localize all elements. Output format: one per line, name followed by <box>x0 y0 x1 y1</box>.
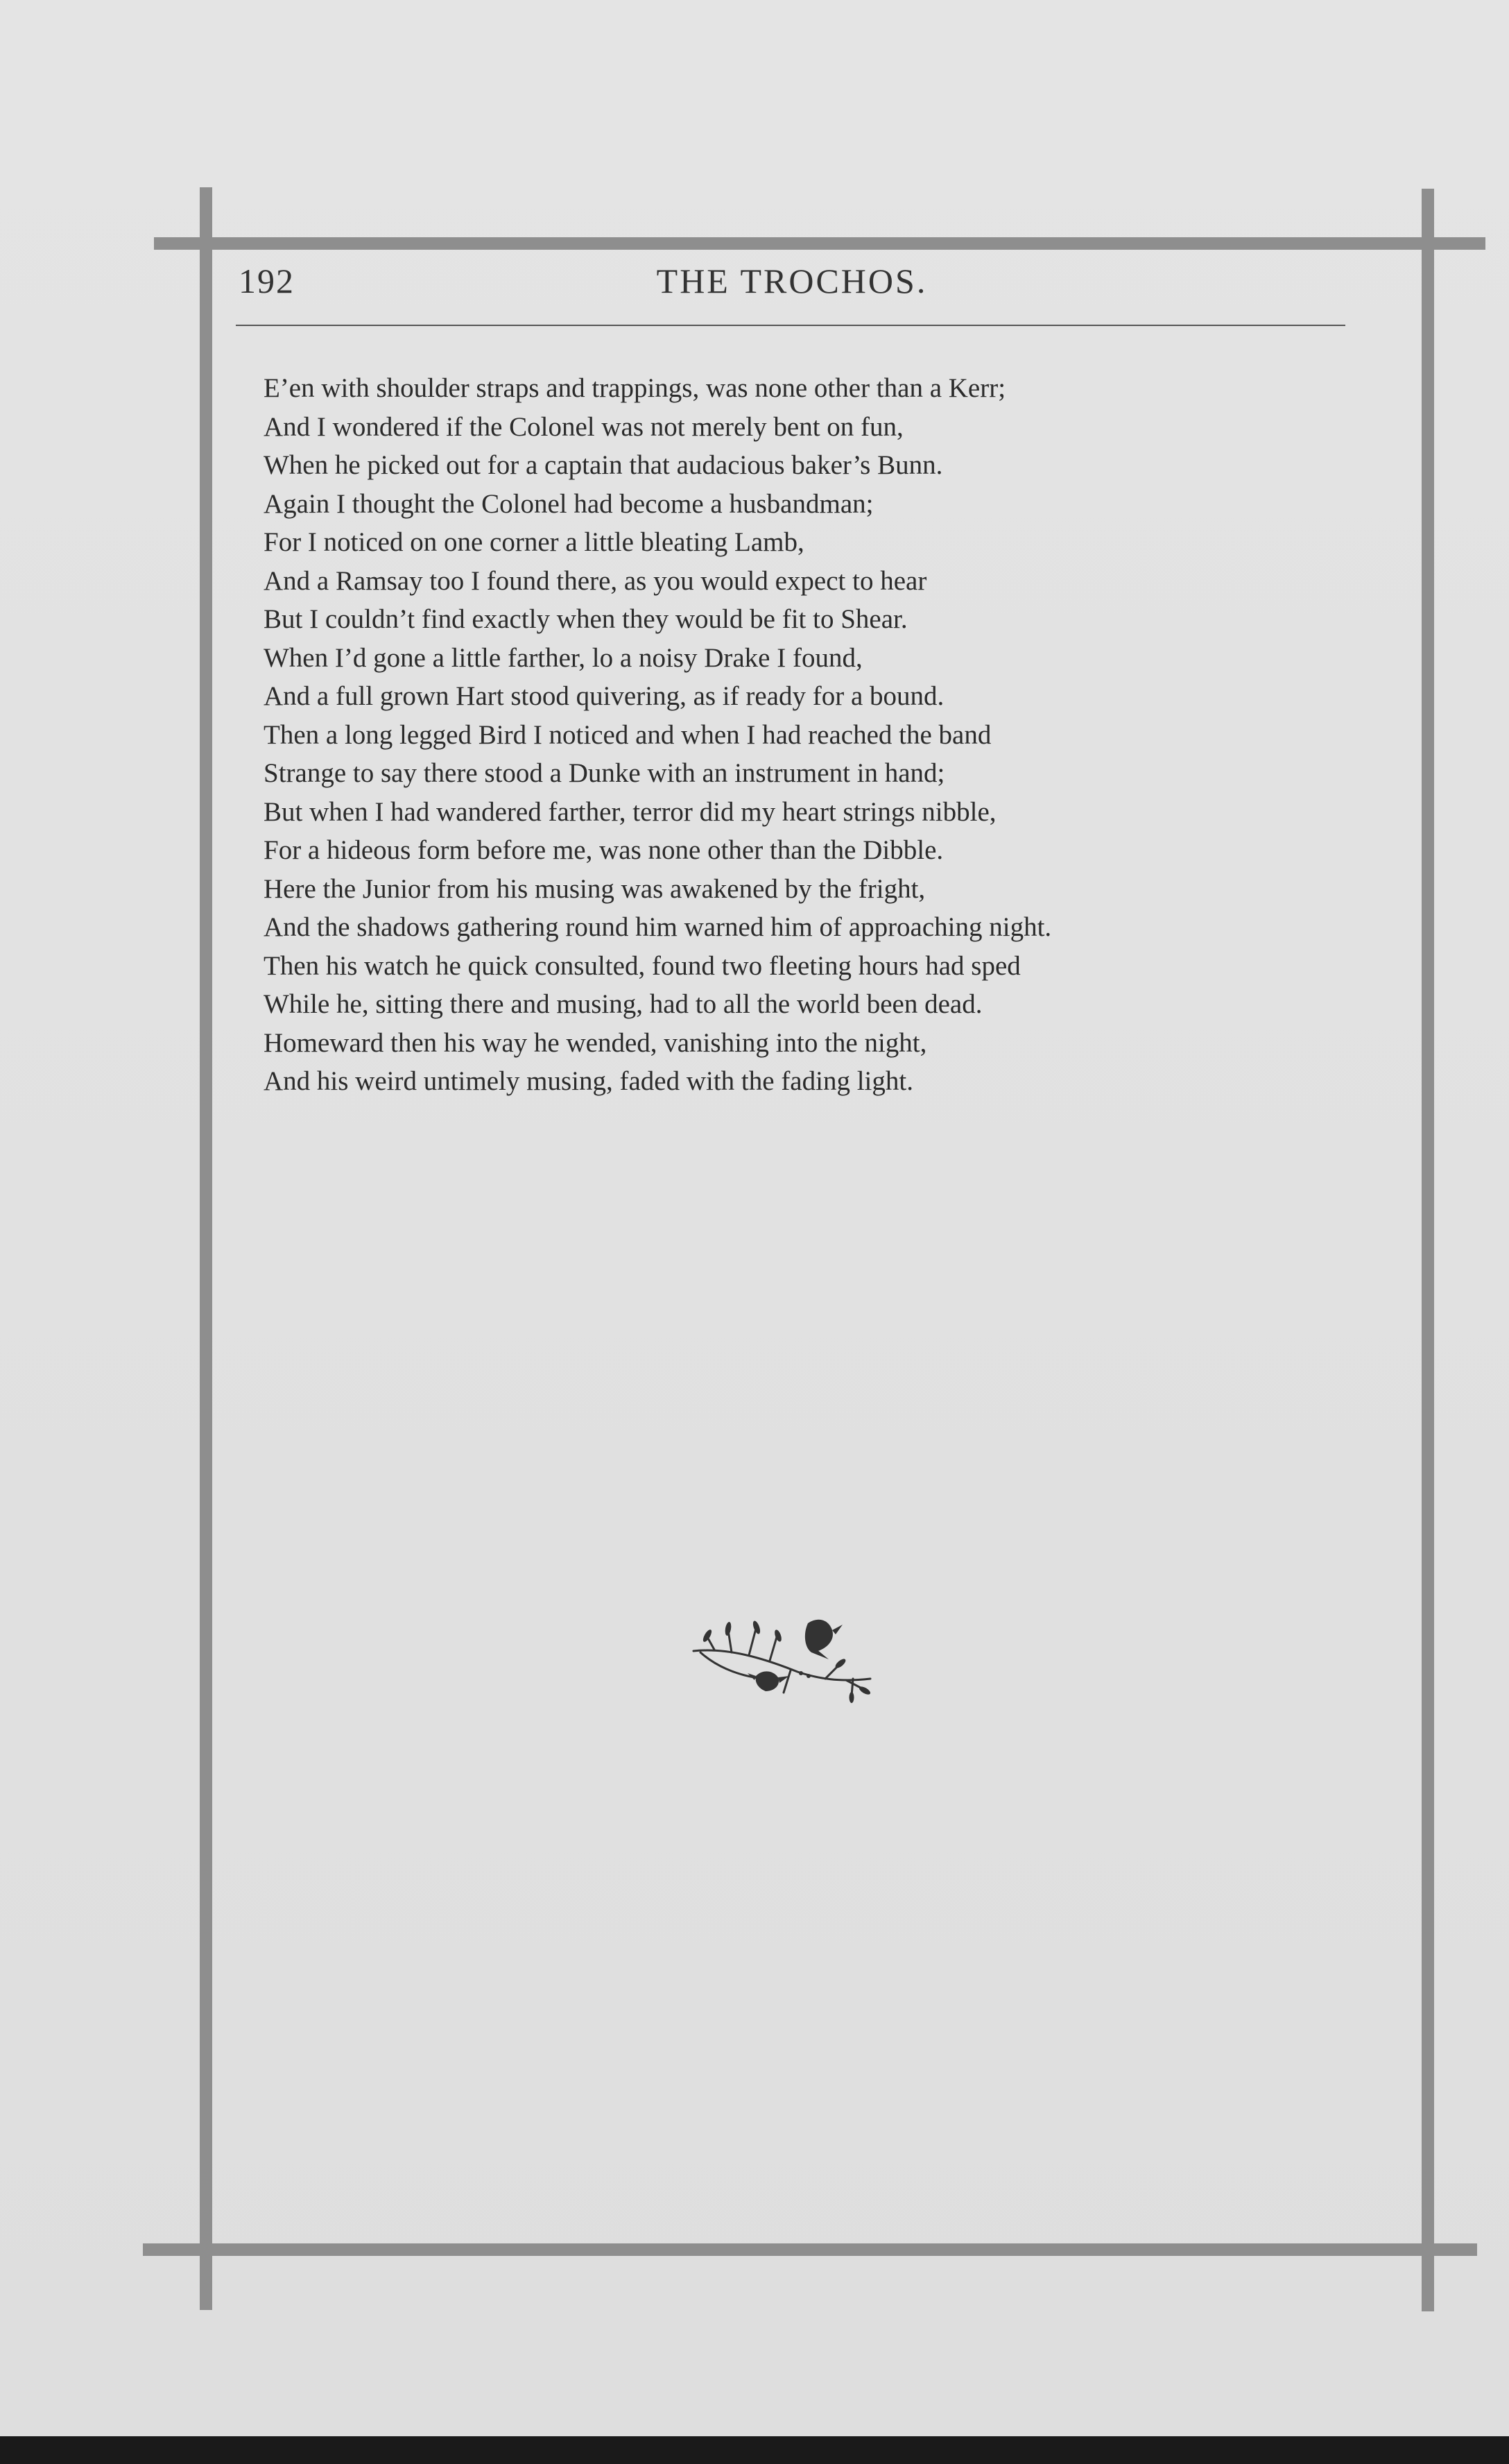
poem-line: For I noticed on one corner a little bleating Lamb, <box>264 527 804 557</box>
poem-line: When he picked out for a captain that audacious baker’s Bunn. <box>264 450 943 480</box>
running-title: THE TROCHOS. <box>656 262 928 300</box>
border-rule-right <box>1422 189 1434 2311</box>
header-divider <box>236 325 1345 326</box>
poem-line: And a Ramsay too I found there, as you would expect to hear <box>264 565 927 596</box>
birds-on-branch-icon <box>687 1609 881 1706</box>
page-number: 192 <box>239 262 295 300</box>
poem-line: Again I thought the Colonel had become a husbandman; <box>264 488 874 519</box>
poem-line: Here the Junior from his musing was awakened by the fright, <box>264 873 926 904</box>
border-rule-top <box>154 237 1485 250</box>
border-rule-bottom <box>143 2243 1477 2256</box>
poem-line: When I’d gone a little farther, lo a noisy Drake I found, <box>264 642 863 673</box>
poem-line: While he, sitting there and musing, had to all the world been dead. <box>264 989 983 1019</box>
poem-line: Then his watch he quick consulted, found two fleeting hours had sped <box>264 950 1021 981</box>
border-rule-left <box>200 187 212 2310</box>
poem-line: Strange to say there stood a Dunke with an instrument in hand; <box>264 758 945 788</box>
poem-line: But I couldn’t find exactly when they would be fit to Shear. <box>264 604 908 634</box>
poem-text <box>264 369 1401 1101</box>
poem-line: And a full grown Hart stood quivering, as if ready for a bound. <box>264 681 945 711</box>
scan-edge <box>0 2436 1509 2464</box>
poem-line: Homeward then his way he wended, vanishing into the night, <box>264 1027 927 1058</box>
poem-line: And his weird untimely musing, faded with the fading light. <box>264 1066 913 1096</box>
poem-line: Then a long legged Bird I noticed and when I had reached the band <box>264 719 992 750</box>
poem-line: E’en with shoulder straps and trappings, was none other than a Kerr; <box>264 373 1006 403</box>
poem-line: And I wondered if the Colonel was not merely bent on fun, <box>264 411 904 442</box>
poem-line: But when I had wandered farther, terror did my heart strings nibble, <box>264 796 997 827</box>
poem-line: And the shadows gathering round him warned him of approaching night. <box>264 912 1052 942</box>
page-header <box>239 261 1345 312</box>
poem-line: For a hideous form before me, was none other than the Dibble. <box>264 835 944 865</box>
